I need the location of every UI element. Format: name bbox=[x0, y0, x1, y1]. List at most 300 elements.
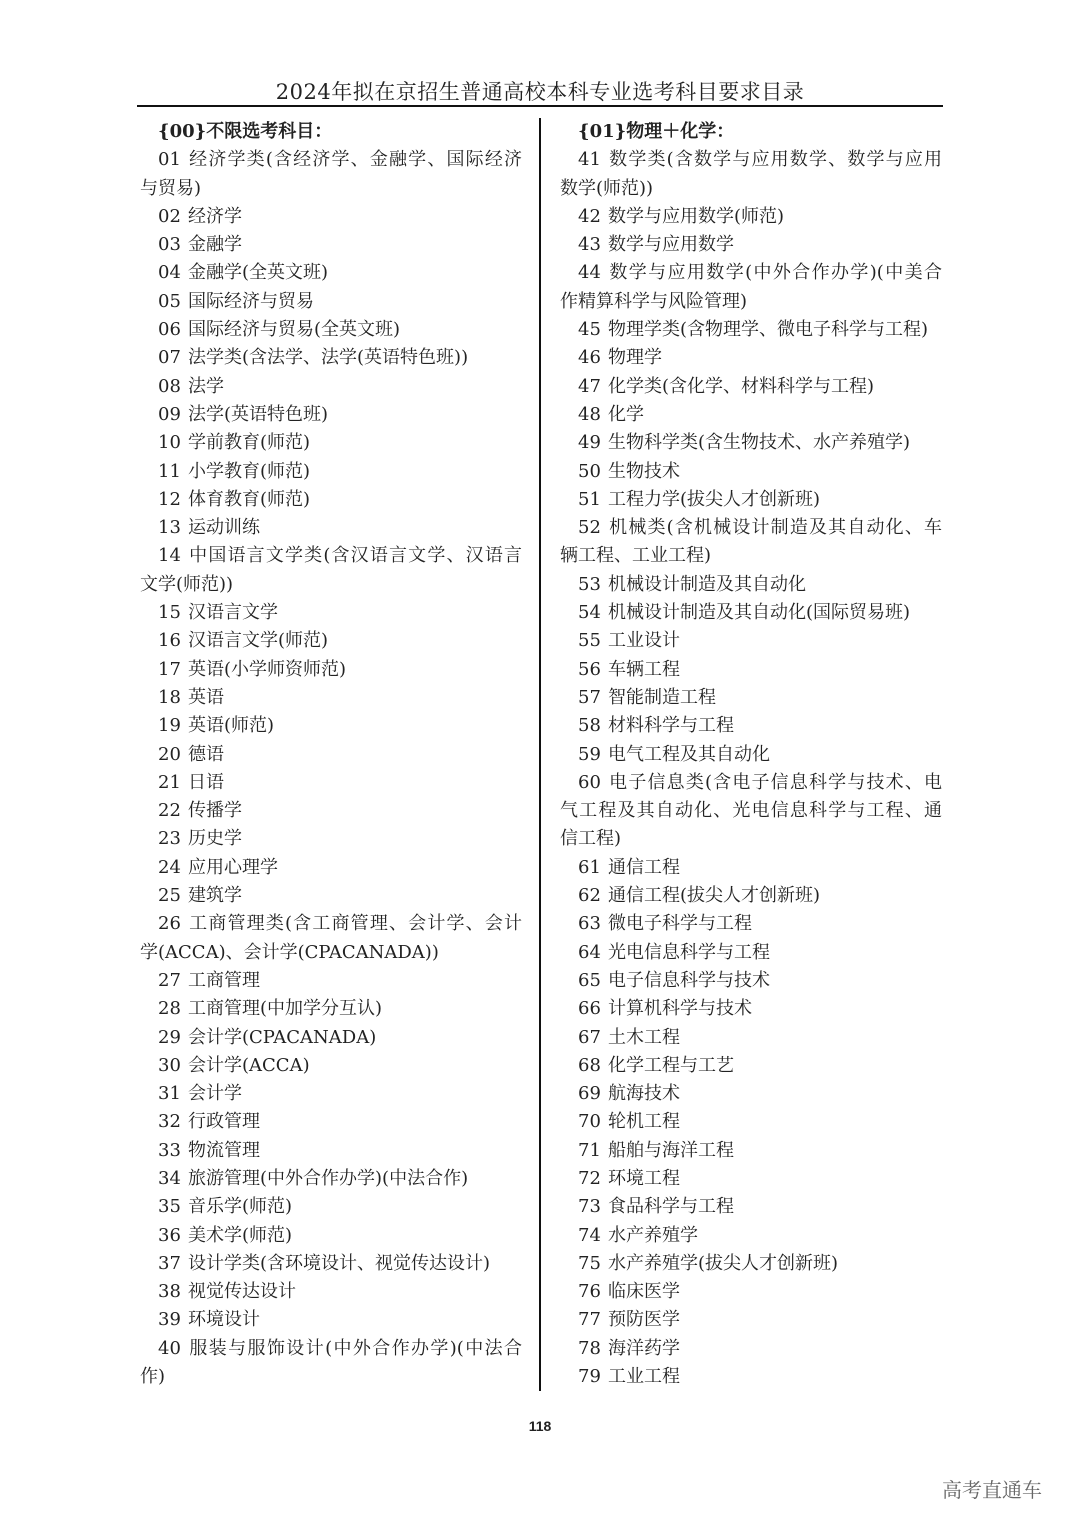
list-item bbox=[560, 1250, 942, 1278]
item-text: 小学教育(师范) bbox=[188, 460, 311, 482]
item-text: 金融学 bbox=[188, 234, 242, 256]
item-number: 41 bbox=[578, 149, 601, 171]
item-text: 视觉传达设计 bbox=[188, 1281, 296, 1303]
item-line bbox=[560, 910, 942, 938]
item-text: 车辆工程 bbox=[608, 658, 680, 680]
item-number: 56 bbox=[578, 658, 601, 680]
list-item bbox=[560, 401, 942, 429]
list-item bbox=[560, 599, 942, 627]
list-item bbox=[140, 854, 522, 882]
item-line bbox=[560, 373, 942, 401]
item-text: 水产养殖学(拔尖人才创新班) bbox=[608, 1252, 839, 1274]
list-item bbox=[140, 627, 522, 655]
item-number: 37 bbox=[158, 1252, 181, 1274]
item-text: 生物科学类(含生物技术、水产养殖学) bbox=[608, 432, 911, 454]
item-text: 金融学(全英文班) bbox=[188, 262, 329, 284]
item-line bbox=[140, 231, 522, 259]
item-text: 学(ACCA)、会计学(CPACANADA)) bbox=[140, 941, 439, 963]
item-text: 环境工程 bbox=[608, 1167, 680, 1189]
item-line bbox=[140, 486, 522, 514]
list-item bbox=[140, 373, 522, 401]
item-text: 计算机科学与技术 bbox=[608, 998, 752, 1020]
list-item bbox=[140, 259, 522, 287]
item-line bbox=[560, 967, 942, 995]
item-line bbox=[140, 769, 522, 797]
item-text: 电子信息科学与技术 bbox=[608, 969, 770, 991]
item-number: 25 bbox=[158, 885, 181, 907]
item-text: 化学工程与工艺 bbox=[608, 1054, 734, 1076]
item-line bbox=[140, 656, 522, 684]
item-number: 28 bbox=[158, 998, 181, 1020]
list-item bbox=[140, 741, 522, 769]
item-text: 会计学(ACCA) bbox=[188, 1054, 310, 1076]
item-text: 机械设计制造及其自动化 bbox=[608, 573, 806, 595]
item-line bbox=[140, 1193, 522, 1221]
item-line bbox=[140, 1108, 522, 1136]
watermark: 高考直通车 bbox=[942, 1478, 1042, 1502]
item-number: 57 bbox=[578, 686, 601, 708]
item-text: 英语(师范) bbox=[188, 715, 275, 737]
list-item bbox=[560, 203, 942, 231]
list-item bbox=[560, 1052, 942, 1080]
item-text: 机械设计制造及其自动化(国际贸易班) bbox=[608, 602, 911, 624]
item-number: 54 bbox=[578, 602, 601, 624]
list-item bbox=[140, 429, 522, 457]
item-number: 68 bbox=[578, 1054, 601, 1076]
item-line bbox=[560, 203, 942, 231]
item-number: 58 bbox=[578, 715, 601, 737]
item-line bbox=[140, 854, 522, 882]
item-number: 63 bbox=[578, 913, 601, 935]
item-line bbox=[560, 825, 942, 853]
item-number: 77 bbox=[578, 1309, 601, 1331]
item-text: 中国语言文学类(含汉语言文学、汉语言 bbox=[188, 545, 522, 567]
item-line bbox=[560, 486, 942, 514]
item-text: 微电子科学与工程 bbox=[608, 913, 752, 935]
item-number: 29 bbox=[158, 1026, 181, 1048]
item-line bbox=[560, 1278, 942, 1306]
item-text: 作精算科学与风险管理) bbox=[560, 290, 748, 312]
list-item bbox=[140, 1108, 522, 1136]
item-number: 16 bbox=[158, 630, 181, 652]
item-line bbox=[560, 401, 942, 429]
item-number: 49 bbox=[578, 432, 601, 454]
item-number: 55 bbox=[578, 630, 601, 652]
item-line bbox=[140, 175, 522, 203]
item-text: 工商管理 bbox=[188, 969, 260, 991]
item-line bbox=[140, 1080, 522, 1108]
item-number: 32 bbox=[158, 1111, 181, 1133]
item-line bbox=[140, 316, 522, 344]
item-number: 59 bbox=[578, 743, 601, 765]
item-number: 14 bbox=[158, 545, 181, 567]
list-item bbox=[140, 288, 522, 316]
item-line bbox=[560, 741, 942, 769]
list-item bbox=[560, 1363, 942, 1391]
list-item bbox=[140, 486, 522, 514]
item-text: 化学 bbox=[608, 403, 644, 425]
item-text: 服装与服饰设计(中外合作办学)(中法合 bbox=[188, 1337, 522, 1359]
list-item bbox=[140, 910, 522, 967]
item-text: 机械类(含机械设计制造及其自动化、车 bbox=[608, 517, 942, 539]
item-text: 工商管理(中加学分互认) bbox=[188, 998, 383, 1020]
list-item bbox=[560, 231, 942, 259]
list-item bbox=[140, 1080, 522, 1108]
item-number: 78 bbox=[578, 1337, 601, 1359]
item-number: 08 bbox=[158, 375, 181, 397]
item-text: 工程力学(拔尖人才创新班) bbox=[608, 488, 821, 510]
item-line bbox=[140, 259, 522, 287]
item-line bbox=[140, 458, 522, 486]
title-rule bbox=[137, 105, 943, 107]
item-text: 会计学(CPACANADA) bbox=[188, 1026, 377, 1048]
list-item bbox=[560, 514, 942, 571]
item-line bbox=[140, 627, 522, 655]
item-text: 作) bbox=[140, 1366, 166, 1388]
item-text: 应用心理学 bbox=[188, 856, 278, 878]
item-line bbox=[560, 259, 942, 287]
item-text: 汉语言文学 bbox=[188, 602, 278, 624]
item-line bbox=[140, 684, 522, 712]
list-item bbox=[140, 1137, 522, 1165]
item-text: 电子信息类(含电子信息科学与技术、电 bbox=[608, 771, 942, 793]
item-line bbox=[560, 939, 942, 967]
item-number: 38 bbox=[158, 1281, 181, 1303]
item-number: 43 bbox=[578, 234, 601, 256]
item-number: 26 bbox=[158, 913, 181, 935]
item-text: 船舶与海洋工程 bbox=[608, 1139, 734, 1161]
list-item bbox=[140, 825, 522, 853]
item-line bbox=[140, 1137, 522, 1165]
item-line bbox=[560, 1306, 942, 1334]
item-text: 美术学(师范) bbox=[188, 1224, 293, 1246]
item-line bbox=[560, 514, 942, 542]
list-item bbox=[140, 146, 522, 203]
item-text: 旅游管理(中外合作办学)(中法合作) bbox=[188, 1167, 469, 1189]
item-text: 生物技术 bbox=[608, 460, 680, 482]
item-line bbox=[560, 1024, 942, 1052]
item-text: 工业设计 bbox=[608, 630, 680, 652]
column-divider bbox=[539, 118, 541, 1391]
list-item bbox=[560, 769, 942, 854]
item-text: 土木工程 bbox=[608, 1026, 680, 1048]
item-number: 71 bbox=[578, 1139, 601, 1161]
list-item bbox=[560, 910, 942, 938]
list-item bbox=[140, 882, 522, 910]
item-text: 音乐学(师范) bbox=[188, 1196, 293, 1218]
list-item bbox=[560, 344, 942, 372]
list-item bbox=[140, 1335, 522, 1392]
item-line bbox=[140, 1222, 522, 1250]
list-item bbox=[140, 995, 522, 1023]
item-line bbox=[140, 882, 522, 910]
item-line bbox=[140, 1306, 522, 1334]
list-item bbox=[560, 373, 942, 401]
list-item bbox=[560, 1222, 942, 1250]
item-number: 03 bbox=[158, 234, 181, 256]
item-number: 33 bbox=[158, 1139, 181, 1161]
list-item bbox=[140, 1278, 522, 1306]
document-title: 2024年拟在京招生普通高校本科专业选考科目要求目录 bbox=[275, 80, 805, 104]
item-text: 体育教育(师范) bbox=[188, 488, 311, 510]
item-number: 13 bbox=[158, 517, 181, 539]
list-item bbox=[560, 1278, 942, 1306]
list-item bbox=[560, 146, 942, 203]
list-item bbox=[140, 656, 522, 684]
item-text: 智能制造工程 bbox=[608, 686, 716, 708]
item-text: 信工程) bbox=[560, 828, 622, 850]
item-text: 经济学 bbox=[188, 205, 242, 227]
item-number: 44 bbox=[578, 262, 601, 284]
list-item bbox=[560, 486, 942, 514]
item-text: 食品科学与工程 bbox=[608, 1196, 734, 1218]
list-item bbox=[140, 231, 522, 259]
item-text: 工业工程 bbox=[608, 1366, 680, 1388]
item-text: 工商管理类(含工商管理、会计学、会计 bbox=[188, 913, 522, 935]
item-number: 65 bbox=[578, 969, 601, 991]
item-number: 15 bbox=[158, 602, 181, 624]
item-number: 69 bbox=[578, 1083, 601, 1105]
item-number: 67 bbox=[578, 1026, 601, 1048]
item-text: 汉语言文学(师范) bbox=[188, 630, 329, 652]
item-text: 经济学类(含经济学、金融学、国际经济 bbox=[188, 149, 522, 171]
item-line bbox=[140, 288, 522, 316]
item-line bbox=[560, 1137, 942, 1165]
item-line bbox=[560, 1363, 942, 1391]
item-number: 66 bbox=[578, 998, 601, 1020]
item-line bbox=[140, 1165, 522, 1193]
item-text: 海洋药学 bbox=[608, 1337, 680, 1359]
list-item bbox=[140, 1306, 522, 1334]
item-number: 64 bbox=[578, 941, 601, 963]
list-item bbox=[560, 259, 942, 316]
item-number: 04 bbox=[158, 262, 181, 284]
list-item bbox=[560, 1108, 942, 1136]
item-text: 数学与应用数学 bbox=[608, 234, 734, 256]
item-line bbox=[560, 429, 942, 457]
item-line bbox=[140, 373, 522, 401]
item-line bbox=[560, 882, 942, 910]
item-line bbox=[140, 514, 522, 542]
list-item bbox=[140, 1222, 522, 1250]
item-line bbox=[560, 571, 942, 599]
item-number: 53 bbox=[578, 573, 601, 595]
item-number: 61 bbox=[578, 856, 601, 878]
item-number: 10 bbox=[158, 432, 181, 454]
item-text: 环境设计 bbox=[188, 1309, 260, 1331]
item-line bbox=[140, 429, 522, 457]
item-number: 47 bbox=[578, 375, 601, 397]
item-text: 数学与应用数学(师范) bbox=[608, 205, 785, 227]
item-line bbox=[560, 995, 942, 1023]
list-item bbox=[560, 571, 942, 599]
item-text: 国际经济与贸易 bbox=[188, 290, 314, 312]
item-number: 22 bbox=[158, 800, 181, 822]
column-left bbox=[140, 118, 522, 1391]
item-number: 60 bbox=[578, 771, 601, 793]
item-text: 数学(师范)) bbox=[560, 177, 654, 199]
item-line bbox=[560, 1165, 942, 1193]
list-item bbox=[560, 1193, 942, 1221]
list-item bbox=[140, 1250, 522, 1278]
item-line bbox=[560, 684, 942, 712]
item-line bbox=[140, 1278, 522, 1306]
item-text: 材料科学与工程 bbox=[608, 715, 734, 737]
item-number: 74 bbox=[578, 1224, 601, 1246]
item-number: 02 bbox=[158, 205, 181, 227]
list-item bbox=[140, 797, 522, 825]
list-item bbox=[560, 967, 942, 995]
list-item bbox=[560, 741, 942, 769]
item-text: 法学类(含法学、法学(英语特色班)) bbox=[188, 347, 469, 369]
item-text: 光电信息科学与工程 bbox=[608, 941, 770, 963]
item-text: 会计学 bbox=[188, 1083, 242, 1105]
list-item bbox=[560, 316, 942, 344]
page-number: 118 bbox=[528, 1418, 552, 1434]
item-line bbox=[140, 1335, 522, 1363]
item-number: 20 bbox=[158, 743, 181, 765]
list-item bbox=[560, 939, 942, 967]
section-heading: {00}不限选考科目： bbox=[158, 121, 333, 142]
list-item bbox=[140, 1052, 522, 1080]
item-number: 42 bbox=[578, 205, 601, 227]
item-text: 水产养殖学 bbox=[608, 1224, 698, 1246]
item-text: 日语 bbox=[188, 771, 224, 793]
item-text: 航海技术 bbox=[608, 1083, 680, 1105]
list-item bbox=[140, 684, 522, 712]
item-text: 历史学 bbox=[188, 828, 242, 850]
item-line bbox=[560, 627, 942, 655]
item-text: 国际经济与贸易(全英文班) bbox=[188, 319, 401, 341]
item-line bbox=[560, 712, 942, 740]
item-text: 法学(英语特色班) bbox=[188, 403, 329, 425]
list-item bbox=[140, 316, 522, 344]
list-item bbox=[560, 1306, 942, 1334]
item-line bbox=[560, 1052, 942, 1080]
list-item bbox=[560, 995, 942, 1023]
item-number: 17 bbox=[158, 658, 181, 680]
item-number: 34 bbox=[158, 1167, 181, 1189]
list-item bbox=[560, 684, 942, 712]
item-text: 建筑学 bbox=[188, 885, 242, 907]
list-item bbox=[140, 542, 522, 599]
item-line bbox=[140, 825, 522, 853]
item-number: 52 bbox=[578, 517, 601, 539]
item-text: 临床医学 bbox=[608, 1281, 680, 1303]
item-number: 01 bbox=[158, 149, 181, 171]
list-item bbox=[140, 967, 522, 995]
item-text: 物流管理 bbox=[188, 1139, 260, 1161]
item-text: 物理学 bbox=[608, 347, 662, 369]
item-text: 英语 bbox=[188, 686, 224, 708]
list-item bbox=[560, 1335, 942, 1363]
item-number: 76 bbox=[578, 1281, 601, 1303]
item-number: 70 bbox=[578, 1111, 601, 1133]
item-line bbox=[560, 175, 942, 203]
item-line bbox=[140, 1363, 522, 1391]
item-line bbox=[560, 854, 942, 882]
list-item bbox=[560, 627, 942, 655]
item-number: 46 bbox=[578, 347, 601, 369]
item-text: 物理学类(含物理学、微电子科学与工程) bbox=[608, 319, 929, 341]
item-line bbox=[140, 401, 522, 429]
item-text: 运动训练 bbox=[188, 517, 260, 539]
section-heading: {01}物理＋化学： bbox=[578, 121, 735, 142]
item-number: 35 bbox=[158, 1196, 181, 1218]
item-number: 39 bbox=[158, 1309, 181, 1331]
item-text: 化学类(含化学、材料科学与工程) bbox=[608, 375, 875, 397]
item-line bbox=[140, 599, 522, 627]
item-number: 31 bbox=[158, 1083, 181, 1105]
item-line bbox=[140, 712, 522, 740]
item-number: 11 bbox=[158, 460, 181, 482]
item-line bbox=[140, 741, 522, 769]
list-item bbox=[560, 656, 942, 684]
list-item bbox=[140, 1165, 522, 1193]
item-line bbox=[560, 1222, 942, 1250]
item-text: 通信工程(拔尖人才创新班) bbox=[608, 885, 821, 907]
item-line bbox=[560, 288, 942, 316]
list-item bbox=[560, 458, 942, 486]
item-number: 45 bbox=[578, 319, 601, 341]
list-item bbox=[140, 599, 522, 627]
item-text: 法学 bbox=[188, 375, 224, 397]
list-item bbox=[140, 769, 522, 797]
item-number: 51 bbox=[578, 488, 601, 510]
item-line bbox=[140, 797, 522, 825]
item-line bbox=[560, 344, 942, 372]
list-item bbox=[560, 429, 942, 457]
item-text: 与贸易) bbox=[140, 177, 202, 199]
item-number: 73 bbox=[578, 1196, 601, 1218]
item-text: 设计学类(含环境设计、视觉传达设计) bbox=[188, 1252, 491, 1274]
item-number: 07 bbox=[158, 347, 181, 369]
item-line bbox=[140, 1024, 522, 1052]
list-item bbox=[560, 1137, 942, 1165]
column-right bbox=[560, 118, 942, 1391]
list-item bbox=[140, 514, 522, 542]
list-item bbox=[560, 1024, 942, 1052]
item-line bbox=[560, 769, 942, 797]
item-text: 德语 bbox=[188, 743, 224, 765]
item-number: 09 bbox=[158, 403, 181, 425]
item-line bbox=[560, 656, 942, 684]
item-number: 12 bbox=[158, 488, 181, 510]
list-item bbox=[140, 1024, 522, 1052]
item-number: 24 bbox=[158, 856, 181, 878]
item-number: 05 bbox=[158, 290, 181, 312]
item-line bbox=[560, 1080, 942, 1108]
item-number: 30 bbox=[158, 1054, 181, 1076]
list-item bbox=[140, 401, 522, 429]
list-item bbox=[560, 712, 942, 740]
item-text: 预防医学 bbox=[608, 1309, 680, 1331]
item-text: 气工程及其自动化、光电信息科学与工程、通 bbox=[560, 800, 942, 822]
list-item bbox=[560, 1080, 942, 1108]
list-item bbox=[140, 1193, 522, 1221]
item-line bbox=[140, 939, 522, 967]
list-item bbox=[560, 1165, 942, 1193]
item-line bbox=[560, 231, 942, 259]
item-line bbox=[560, 599, 942, 627]
item-number: 75 bbox=[578, 1252, 601, 1274]
item-line bbox=[140, 542, 522, 570]
item-text: 文学(师范)) bbox=[140, 573, 234, 595]
item-line bbox=[560, 542, 942, 570]
item-number: 23 bbox=[158, 828, 181, 850]
item-line bbox=[560, 1108, 942, 1136]
item-line bbox=[560, 458, 942, 486]
